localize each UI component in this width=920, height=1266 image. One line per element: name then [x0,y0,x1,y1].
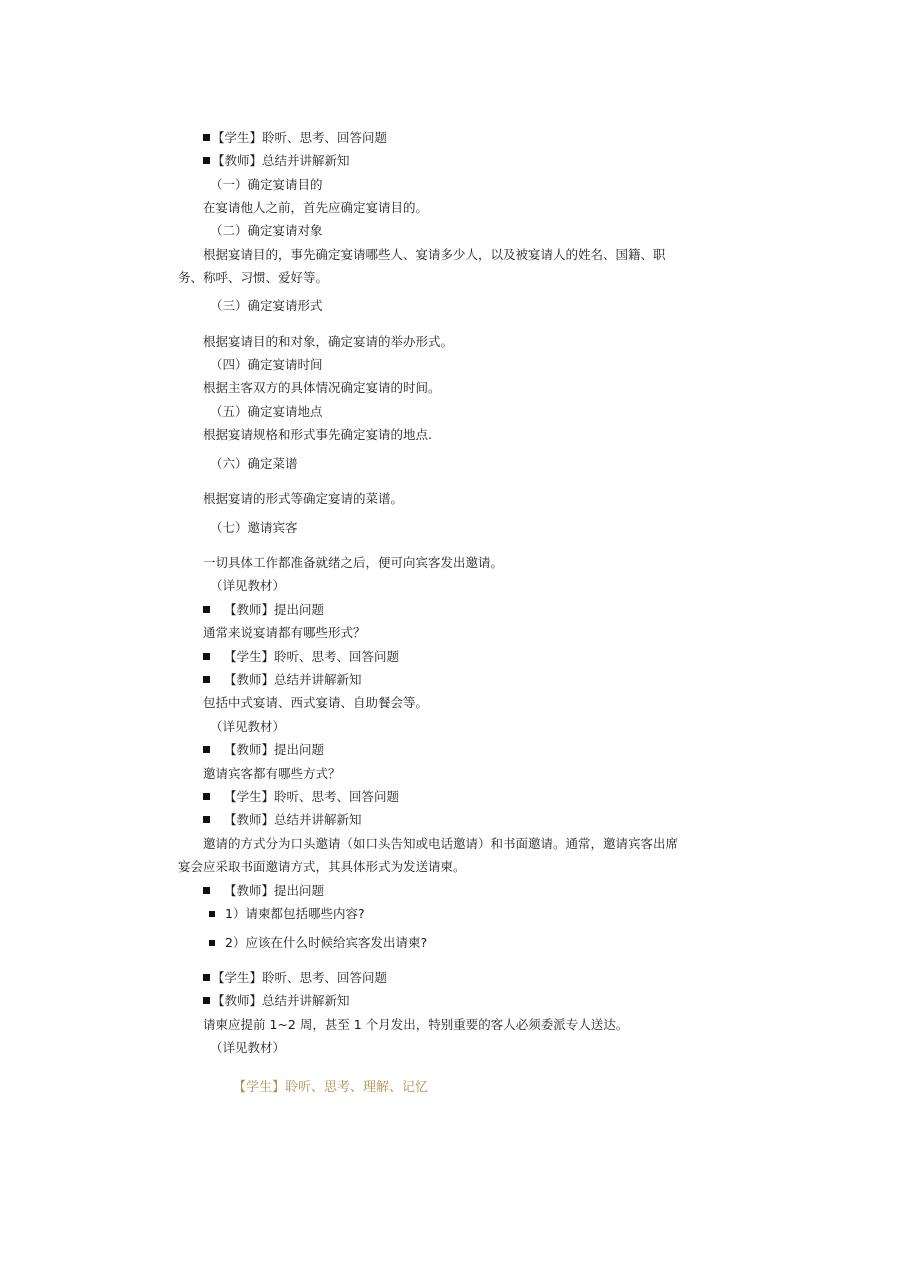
section-heading-4: （四）确定宴请时间 [210,357,323,372]
paragraph-line: 根据主客双方的具体情况确定宴请的时间。 [203,380,441,395]
bullet-line-teacher [203,672,362,688]
question-item-2 [209,935,427,951]
bullet-line-student-1 [203,130,387,146]
section-heading-2: （二）确定宴请对象 [210,223,323,238]
paragraph-line: 请柬应提前 1~2 周，甚至 1 个月发出，特别重要的客人必须委派专人送达。 [203,1017,629,1032]
section-heading-3: （三）确定宴请形式 [210,298,323,313]
bullet-line-teacher-question [203,742,324,758]
line-text: 2）应该在什么时候给宾客发出请柬? [225,935,428,950]
square-bullet-icon [203,887,210,894]
paragraph-line: 务、称呼、习惯、爱好等。 [178,270,329,285]
paragraph-line: 在宴请他人之前，首先应确定宴请目的。 [203,200,429,215]
bullet-line-teacher-1 [203,153,350,169]
square-bullet-icon [203,653,210,660]
bullet-line-student [203,789,399,805]
square-bullet-icon [209,940,215,946]
question-item-1 [209,906,365,922]
line-text: 【学生】聆听、思考、回答问题 [224,649,400,664]
bullet-line-teacher [203,993,350,1009]
bullet-line-teacher-question [203,602,324,618]
section-heading-7: （七）邀请宾客 [210,520,298,535]
square-bullet-icon [203,816,210,823]
student-activity-highlight: 【学生】聆听、思考、理解、记忆 [233,1080,429,1095]
bullet-line-student [203,649,399,665]
section-heading-5: （五）确定宴请地点 [210,404,323,419]
paragraph-line: 邀请的方式分为口头邀请（如口头告知或电话邀请）和书面邀请。通常，邀请宾客出席 [203,836,679,851]
square-bullet-icon [203,134,210,141]
paragraph-line: 一切具体工作都准备就绪之后，便可向宾客发出邀请。 [203,555,504,570]
square-bullet-icon [209,911,215,917]
section-heading-6: （六）确定菜谱 [210,456,298,471]
paragraph-line: 包括中式宴请、西式宴请、自助餐会等。 [203,695,429,710]
bullet-line-teacher [203,812,362,828]
bullet-line-teacher-question [203,883,324,899]
line-text: 【教师】提出问题 [224,602,325,617]
square-bullet-icon [203,676,210,683]
square-bullet-icon [203,606,210,613]
paragraph-line: 邀请宾客都有哪些方式？ [203,766,341,781]
paragraph-line: 根据宴请规格和形式事先确定宴请的地点. [203,427,432,442]
square-bullet-icon [203,746,210,753]
line-text: 【教师】总结并讲解新知 [224,812,362,827]
square-bullet-icon [203,793,210,800]
line-text: 【教师】提出问题 [224,742,325,757]
paragraph-line: 根据宴请目的，事先确定宴请哪些人、宴请多少人，以及被宴请人的姓名、国籍、职 [203,247,666,262]
line-text: 【教师】提出问题 [224,883,325,898]
see-textbook-note: （详见教材） [210,578,286,593]
line-text: 【教师】总结并讲解新知 [212,993,350,1008]
see-textbook-note: （详见教材） [210,1040,286,1055]
section-heading-1: （一）确定宴请目的 [210,177,323,192]
line-text: 【学生】聆听、思考、回答问题 [212,130,388,145]
paragraph-line: 通常来说宴请都有哪些形式？ [203,625,366,640]
line-text: 1）请柬都包括哪些内容? [225,906,365,921]
paragraph-line: 根据宴请目的和对象，确定宴请的举办形式。 [203,334,454,349]
paragraph-line: 根据宴请的形式等确定宴请的菜谱。 [203,491,404,506]
paragraph-line: 宴会应采取书面邀请方式，其具体形式为发送请柬。 [178,859,466,874]
square-bullet-icon [203,974,210,981]
line-text: 【学生】聆听、思考、回答问题 [224,789,400,804]
line-text: 【学生】聆听、思考、回答问题 [212,970,388,985]
bullet-line-student [203,970,387,986]
square-bullet-icon [203,997,210,1004]
square-bullet-icon [203,157,210,164]
see-textbook-note: （详见教材） [210,719,286,734]
line-text: 【教师】总结并讲解新知 [224,672,362,687]
line-text: 【教师】总结并讲解新知 [212,153,350,168]
